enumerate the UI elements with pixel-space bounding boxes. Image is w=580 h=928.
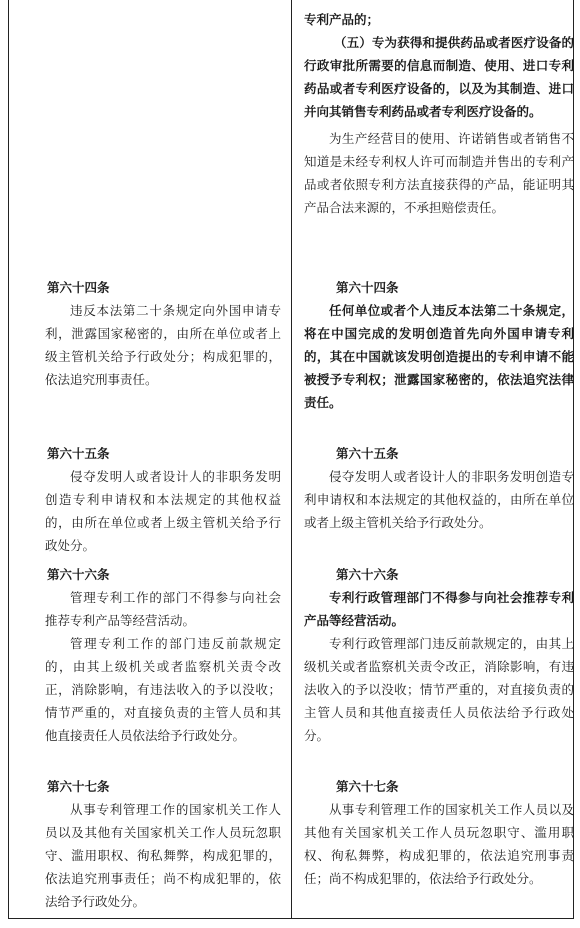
right-continuation bbox=[304, 8, 574, 219]
article-paragraph: 管理专利工作的部门违反前款规定的，由其上级机关或者监察机关责令改正，消除影响，有违法收入的予以没收；情节严重的，对直接负责的主管人员和其他直接责任人员依法给予行政处分。 bbox=[45, 636, 281, 743]
column-divider bbox=[291, 0, 292, 919]
comparison-table bbox=[8, 0, 574, 919]
article-paragraph: 管理专利工作的部门不得参与向社会推荐专利产品等经营活动。 bbox=[45, 590, 281, 628]
article-heading: 第六十五条 bbox=[336, 446, 399, 461]
article-heading: 第六十四条 bbox=[336, 280, 399, 295]
article-heading: 第六十五条 bbox=[47, 446, 110, 461]
left-article-65 bbox=[45, 442, 281, 557]
right-article-67 bbox=[304, 775, 574, 890]
right-article-65 bbox=[304, 442, 574, 534]
article-paragraph: 违反本法第二十条规定向外国申请专利，泄露国家秘密的，由所在单位或者上级主管机关给予行政处分；构成犯罪的，依法追究刑事责任。 bbox=[45, 303, 281, 387]
article-heading: 第六十六条 bbox=[336, 567, 399, 582]
continuation-text: 专利产品的； bbox=[304, 12, 380, 27]
article-heading: 第六十四条 bbox=[47, 280, 110, 295]
left-article-64 bbox=[45, 276, 281, 391]
article-paragraph: 侵夺发明人或者设计人的非职务发明创造专利申请权和本法规定的其他权益的，由所在单位或者上级主管机关给予行政处分。 bbox=[304, 469, 574, 530]
left-article-67 bbox=[45, 775, 281, 913]
article-paragraph: 专利行政管理部门违反前款规定的，由其上级机关或者监察机关责令改正，消除影响，有违法收入的予以没收；情节严重的，对直接负责的主管人员和其他直接责任人员依法给予行政处分。 bbox=[304, 636, 574, 743]
article-heading: 第六十六条 bbox=[47, 567, 110, 582]
article-paragraph: 从事专利管理工作的国家机关工作人员以及其他有关国家机关工作人员玩忽职守、滥用职权、徇私舞弊，构成犯罪的，依法追究刑事责任；尚不构成犯罪的，依法给予行政处分。 bbox=[45, 802, 281, 909]
article-paragraph: 专利行政管理部门不得参与向社会推荐专利产品等经营活动。 bbox=[304, 590, 574, 628]
right-article-64 bbox=[304, 276, 574, 414]
article-paragraph: 为生产经营目的使用、许诺销售或者销售不知道是未经专利权人许可而制造并售出的专利产品或者依照专利方法直接获得的产品，能证明其产品合法来源的，不承担赔偿责任。 bbox=[304, 131, 574, 215]
left-article-66 bbox=[45, 563, 281, 747]
article-paragraph: 任何单位或者个人违反本法第二十条规定，将在中国完成的发明创造首先向外国申请专利的，其在中国就该发明创造提出的专利申请不能被授予专利权；泄露国家秘密的，依法追究法律责任。 bbox=[304, 303, 574, 410]
article-paragraph: 从事专利管理工作的国家机关工作人员以及其他有关国家机关工作人员玩忽职守、滥用职权、徇私舞弊，构成犯罪的，依法追究刑事责任；尚不构成犯罪的，依法给予行政处分。 bbox=[304, 802, 574, 886]
right-article-66 bbox=[304, 563, 574, 747]
item-five: （五）专为获得和提供药品或者医疗设备的行政审批所需要的信息而制造、使用、进口专利药品或者专利医疗设备的，以及为其制造、进口并向其销售专利药品或者专利医疗设备的。 bbox=[304, 35, 574, 119]
article-heading: 第六十七条 bbox=[47, 779, 110, 794]
article-paragraph: 侵夺发明人或者设计人的非职务发明创造专利申请权和本法规定的其他权益的，由所在单位或者上级主管机关给予行政处分。 bbox=[45, 469, 281, 553]
article-heading: 第六十七条 bbox=[336, 779, 399, 794]
